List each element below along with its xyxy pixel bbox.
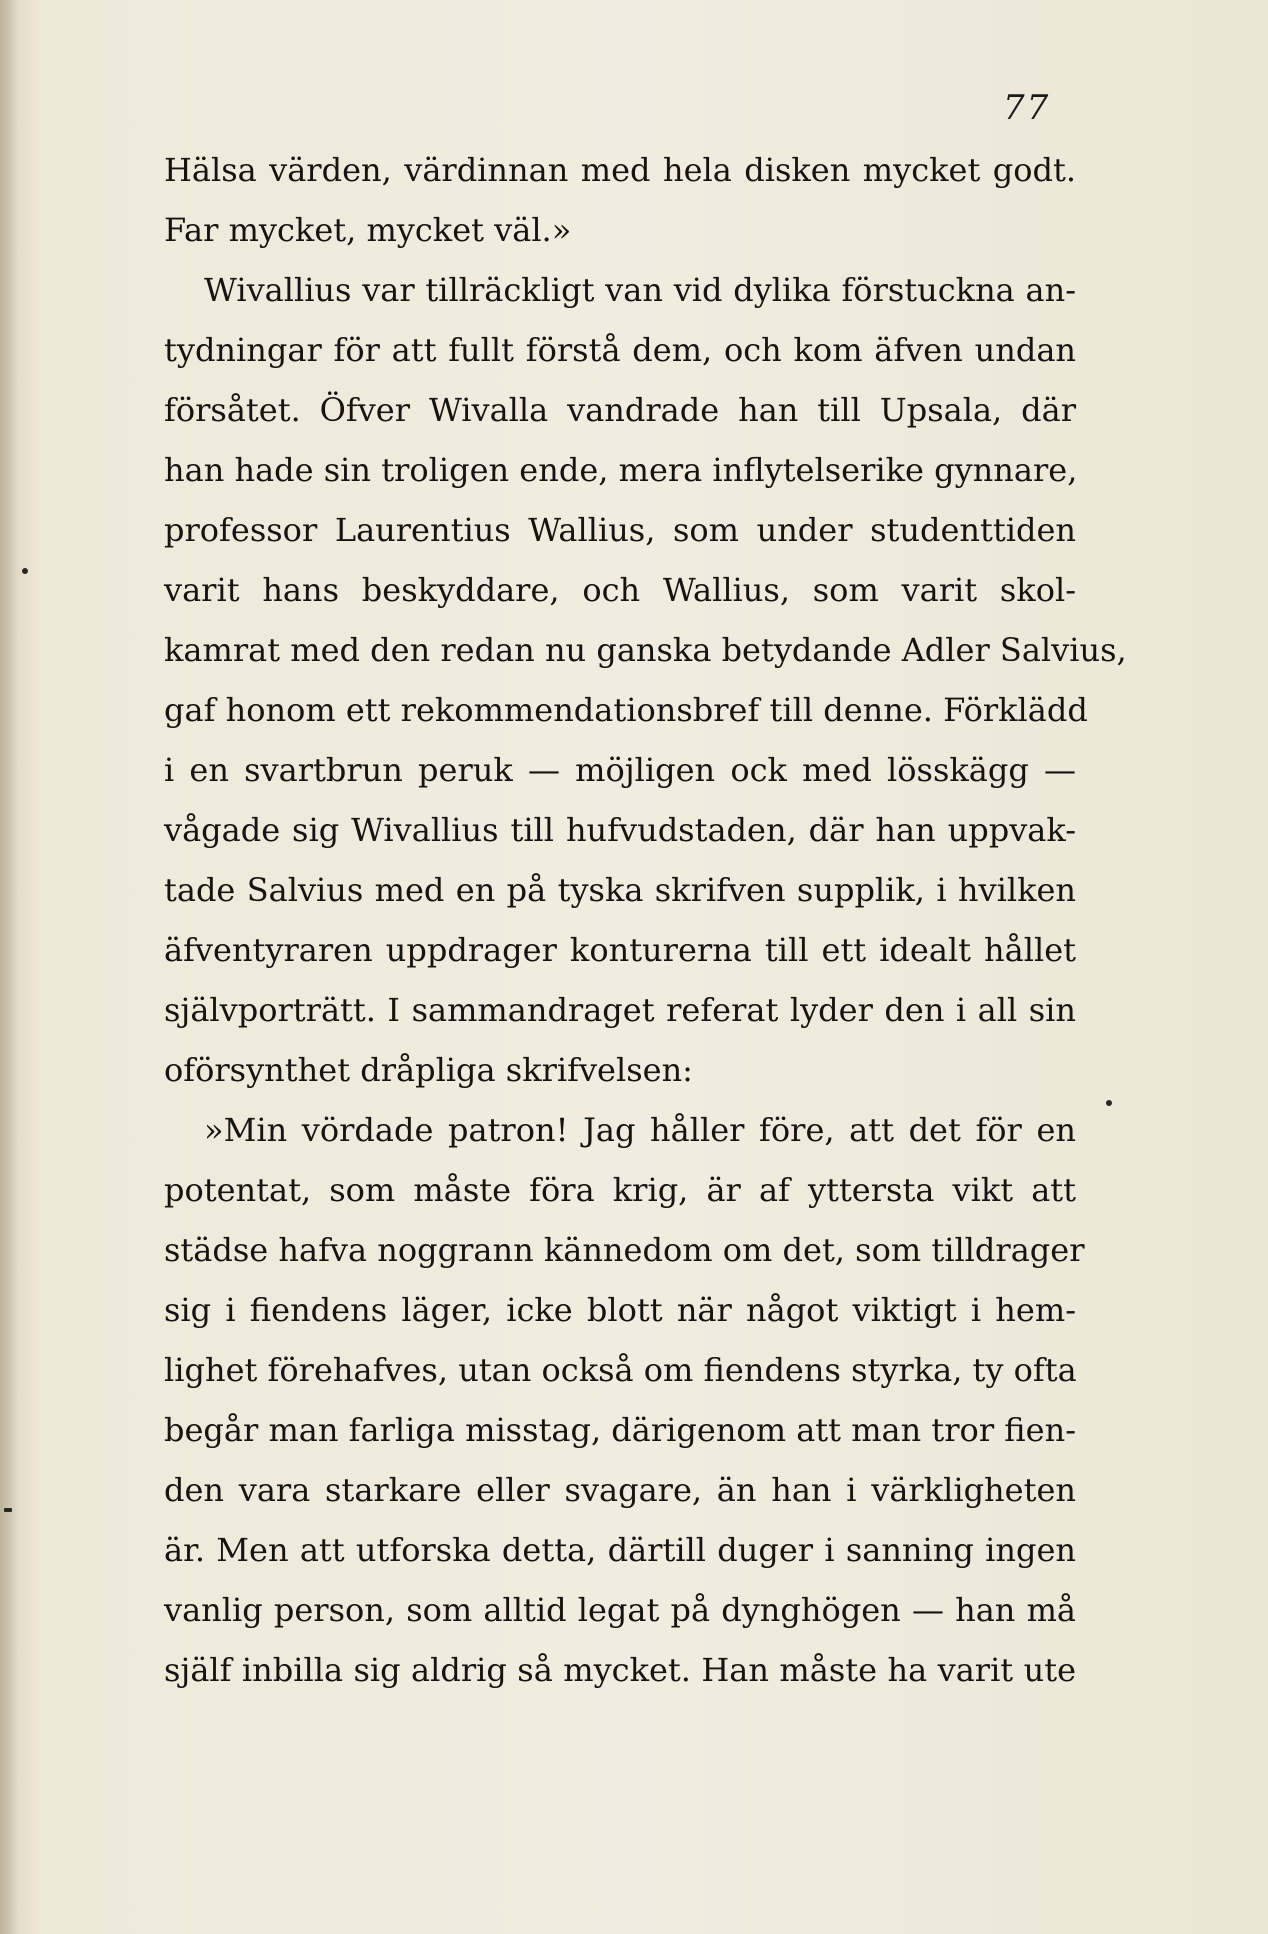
page-number: 77 — [1003, 88, 1051, 128]
text-line: varit hans beskyddare, och Wallius, som varit skol- — [164, 571, 1076, 609]
text-line: vanlig person, som alltid legat på dynghögen — han må — [164, 1591, 1076, 1629]
text-line: lighet förehafves, utan också om fiendens styrka, ty ofta — [164, 1351, 1077, 1389]
text-line: den vara starkare eller svagare, än han i värkligheten — [164, 1471, 1076, 1509]
text-line: gaf honom ett rekommendationsbref till denne. Förklädd — [164, 691, 1088, 729]
text-line: han hade sin troligen ende, mera inflytelserike gynnare, — [164, 451, 1078, 489]
paper-speck — [1106, 1100, 1112, 1106]
text-line: Hälsa värden, värdinnan med hela disken mycket godt. — [164, 151, 1076, 189]
page-gutter-shadow — [0, 0, 18, 1934]
text-line: vågade sig Wivallius till hufvudstaden, där han uppvak- — [164, 811, 1076, 849]
text-line: är. Men att utforska detta, därtill duger i sanning ingen — [164, 1531, 1076, 1569]
text-line: kamrat med den redan nu ganska betydande Adler Salvius, — [164, 631, 1127, 669]
text-line: tade Salvius med en på tyska skrifven supplik, i hvilken — [164, 871, 1076, 909]
paper-speck — [4, 1508, 12, 1512]
text-line: Wivallius var tillräckligt van vid dylika förstuckna an- — [204, 271, 1076, 309]
text-line: i en svartbrun peruk — möjligen ock med lösskägg — — [164, 751, 1076, 789]
text-line: städse hafva noggrann kännedom om det, som tilldrager — [164, 1231, 1085, 1269]
text-line: försåtet. Öfver Wivalla vandrade han till Upsala, där — [164, 391, 1076, 429]
text-line: oförsynthet dråpliga skrifvelsen: — [164, 1051, 693, 1089]
text-line: tydningar för att fullt förstå dem, och kom äfven undan — [164, 331, 1076, 369]
body-text — [164, 140, 1127, 1700]
text-line: »Min vördade patron! Jag håller före, att det för en — [204, 1111, 1076, 1149]
text-line: Far mycket, mycket väl.» — [164, 211, 572, 249]
text-line: professor Laurentius Wallius, som under studenttiden — [164, 511, 1076, 549]
text-line: äfventyraren uppdrager konturerna till ett idealt hållet — [164, 931, 1076, 969]
text-line: begår man farliga misstag, därigenom att man tror fien- — [164, 1411, 1076, 1449]
text-line: självporträtt. I sammandraget referat lyder den i all sin — [164, 991, 1076, 1029]
text-line: potentat, som måste föra krig, är af yttersta vikt att — [164, 1171, 1076, 1209]
text-line: sig i fiendens läger, icke blott när något viktigt i hem- — [164, 1291, 1076, 1329]
paper-speck — [22, 568, 28, 574]
text-line: själf inbilla sig aldrig så mycket. Han måste ha varit ute — [164, 1651, 1076, 1689]
